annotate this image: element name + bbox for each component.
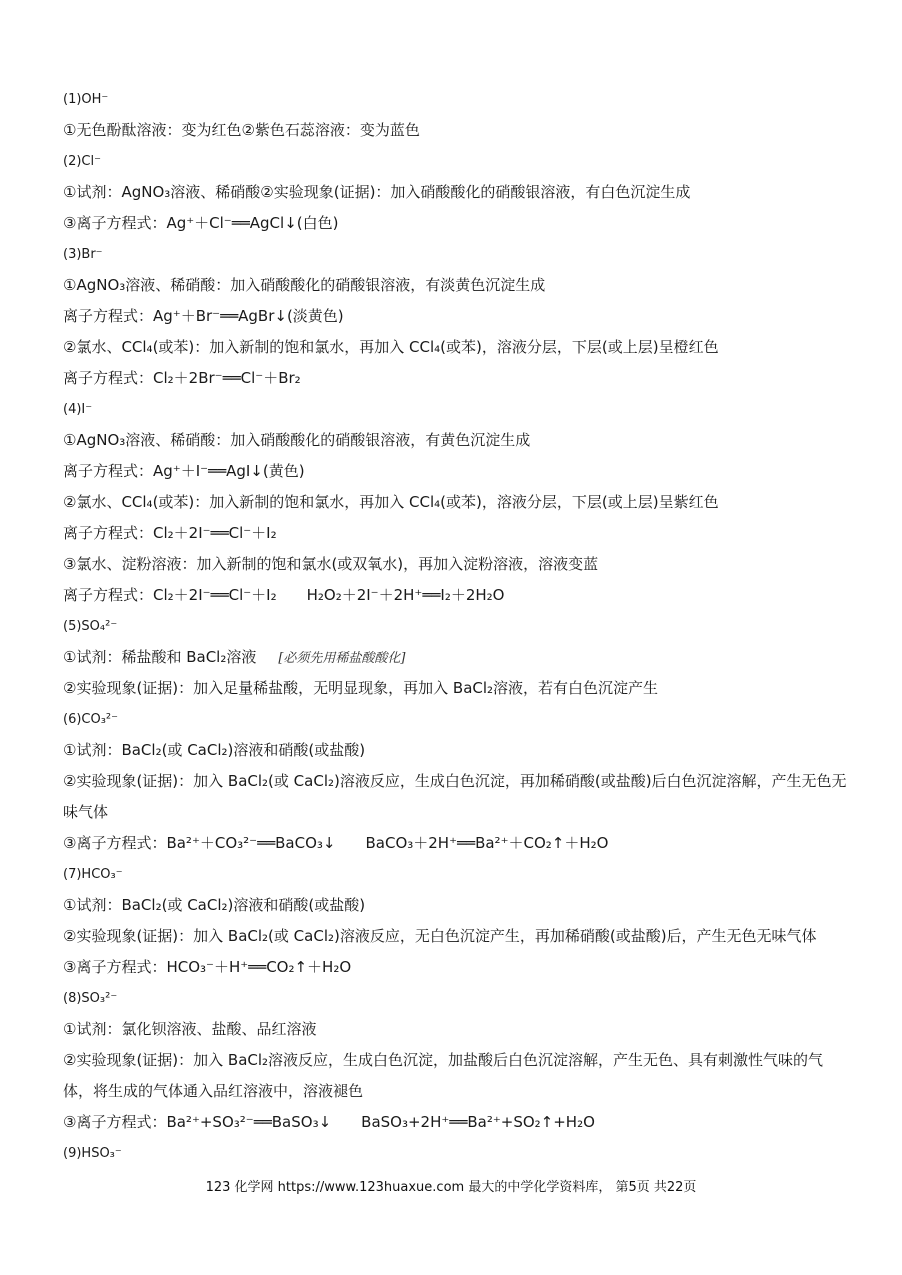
section-heading — [63, 859, 853, 890]
line-text: ①试剂：稀盐酸和 BaCl₂溶液 — [63, 648, 257, 666]
text-line — [63, 456, 853, 487]
line-text: ②实验现象(证据)：加入 BaCl₂(或 CaCl₂)溶液反应，无白色沉淀产生，再加稀硝酸(或盐酸)后，产生无色无味气体 — [63, 927, 817, 945]
line-text: ①试剂：BaCl₂(或 CaCl₂)溶液和硝酸(或盐酸) — [63, 896, 366, 914]
text-line — [63, 673, 853, 704]
line-text: ②实验现象(证据)：加入足量稀盐酸，无明显现象，再加入 BaCl₂溶液，若有白色沉淀产生 — [63, 679, 659, 697]
text-line — [63, 425, 853, 456]
text-line — [63, 580, 853, 611]
line-text: (5)SO₄²⁻ — [63, 619, 118, 634]
line-text: ①试剂：BaCl₂(或 CaCl₂)溶液和硝酸(或盐酸) — [63, 741, 366, 759]
text-line — [63, 363, 853, 394]
text-line — [63, 487, 853, 518]
text-line — [63, 1107, 853, 1138]
section-heading — [63, 1138, 853, 1169]
section-heading — [63, 983, 853, 1014]
text-line — [63, 301, 853, 332]
section-heading — [63, 704, 853, 735]
text-line — [63, 270, 853, 301]
text-line — [63, 735, 853, 766]
line-text: (1)OH⁻ — [63, 92, 109, 107]
line-text: ①无色酚酞溶液：变为红色②紫色石蕊溶液：变为蓝色 — [63, 121, 420, 139]
text-line — [63, 828, 853, 859]
line-text: (2)Cl⁻ — [63, 154, 101, 169]
line-text: ②氯水、CCl₄(或苯)：加入新制的饱和氯水，再加入 CCl₄(或苯)，溶液分层，下层(或上层)呈橙红色 — [63, 338, 719, 356]
line-text: (4)I⁻ — [63, 402, 93, 417]
text-line — [63, 177, 853, 208]
line-text: (9)HSO₃⁻ — [63, 1146, 122, 1161]
line-text: ①试剂：氯化钡溶液、盐酸、品红溶液 — [63, 1020, 317, 1038]
handwritten-note: [必须先用稀盐酸酸化] — [278, 651, 406, 666]
line-text: (8)SO₃²⁻ — [63, 991, 118, 1006]
text-line — [63, 642, 853, 673]
line-text: ①AgNO₃溶液、稀硝酸：加入硝酸酸化的硝酸银溶液，有黄色沉淀生成 — [63, 431, 531, 449]
line-text: ③氯水、淀粉溶液：加入新制的饱和氯水(或双氧水)，再加入淀粉溶液，溶液变蓝 — [63, 555, 599, 573]
section-heading — [63, 239, 853, 270]
text-line — [63, 549, 853, 580]
text-line — [63, 952, 853, 983]
line-text: 离子方程式：Ag⁺＋I⁻══AgI↓(黄色) — [63, 462, 305, 480]
line-text: ③离子方程式：HCO₃⁻＋H⁺══CO₂↑＋H₂O — [63, 958, 352, 976]
document-body — [63, 84, 853, 1169]
text-line — [63, 115, 853, 146]
text-line — [63, 208, 853, 239]
line-text: 离子方程式：Ag⁺＋Br⁻══AgBr↓(淡黄色) — [63, 307, 344, 325]
text-line — [63, 1045, 853, 1107]
line-text: ②实验现象(证据)：加入 BaCl₂(或 CaCl₂)溶液反应，生成白色沉淀，再加稀硝酸(或盐酸)后白色沉淀溶解，产生无色无味气体 — [63, 772, 847, 821]
line-text: ②氯水、CCl₄(或苯)：加入新制的饱和氯水，再加入 CCl₄(或苯)，溶液分层，下层(或上层)呈紫红色 — [63, 493, 719, 511]
line-text: 离子方程式：Cl₂＋2I⁻══Cl⁻＋I₂ H₂O₂＋2I⁻＋2H⁺══I₂＋2H₂O — [63, 586, 505, 604]
section-heading — [63, 611, 853, 642]
line-text: ②实验现象(证据)：加入 BaCl₂溶液反应，生成白色沉淀，加盐酸后白色沉淀溶解，产生无色、具有刺激性气味的气体，将生成的气体通入品红溶液中，溶液褪色 — [63, 1051, 824, 1100]
text-line — [63, 518, 853, 549]
section-heading — [63, 146, 853, 177]
line-text: ①试剂：AgNO₃溶液、稀硝酸②实验现象(证据)：加入硝酸酸化的硝酸银溶液，有白色沉淀生成 — [63, 183, 691, 201]
line-text: ③离子方程式：Ag⁺＋Cl⁻══AgCl↓(白色) — [63, 214, 339, 232]
section-heading — [63, 394, 853, 425]
text-line — [63, 332, 853, 363]
line-text: (3)Br⁻ — [63, 247, 103, 262]
page-footer: 123 化学网 https://www.123huaxue.com 最大的中学化学资料库， 第5页 共22页 — [205, 1180, 697, 1195]
line-text: ③离子方程式：Ba²⁺＋CO₃²⁻══BaCO₃↓ BaCO₃＋2H⁺══Ba²⁺＋CO₂↑＋H₂O — [63, 834, 609, 852]
text-line — [63, 1014, 853, 1045]
line-text: ③离子方程式：Ba²⁺+SO₃²⁻══BaSO₃↓ BaSO₃+2H⁺══Ba²⁺+SO₂↑+H₂O — [63, 1113, 595, 1131]
line-text: ①AgNO₃溶液、稀硝酸：加入硝酸酸化的硝酸银溶液，有淡黄色沉淀生成 — [63, 276, 546, 294]
line-text: 离子方程式：Cl₂＋2Br⁻══Cl⁻＋Br₂ — [63, 369, 301, 387]
text-line — [63, 921, 853, 952]
text-line — [63, 890, 853, 921]
text-line — [63, 766, 853, 828]
section-heading — [63, 84, 853, 115]
line-text: (6)CO₃²⁻ — [63, 712, 119, 727]
line-text: (7)HCO₃⁻ — [63, 867, 123, 882]
line-text: 离子方程式：Cl₂＋2I⁻══Cl⁻＋I₂ — [63, 524, 277, 542]
